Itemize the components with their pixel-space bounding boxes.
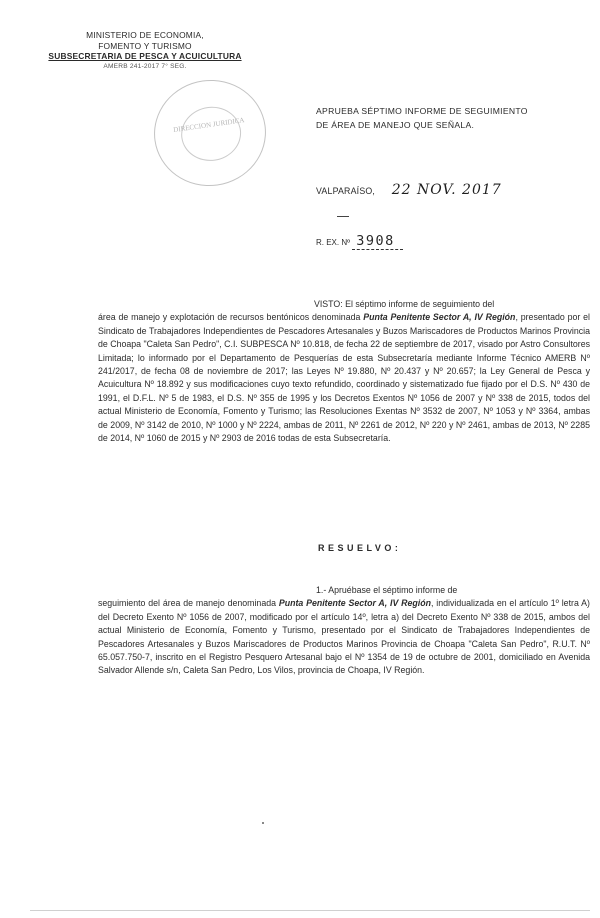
official-stamp <box>147 73 273 194</box>
article-1-text-a: seguimiento del área de manejo denominada <box>98 598 279 609</box>
visto-text-b: , presentado por el Sindicato de Trabajadores Independientes de Pescadores Artesanales y Buzos Mariscadores de Productos Marinos Provincia de Choapa "Caleta San Pedro", C.I. SUBPESCA Nº 10.818, de fecha 22 de septiembre de 2017, visado por Astro Consultores Limitada; lo informado por el Departamento de Pesquerías de esta Subsecretaría mediante Informe Técnico AMERB Nº 241/2017, de fecha 08 de noviembre de 2017; las Leyes Nº 19.880, Nº 20.437 y Nº 20.657; la Ley General de Pesca y Acuicultura Nº 18.892 y sus modificaciones cuyo texto refundido, coordinado y sistematizado fue fijado por el D.S. Nº 430 de 1991, el D.F.L. Nº 5 de 1983, el D.S. Nº 355 de 1995 y los Decretos Exentos Nº 1056 de 2007 y Nº 338 de 2015, todos del actual Ministerio de Economía, Fomento y Turismo; las Resoluciones Exentas Nº 3532 de 2007, Nº 1053 y Nº 3364, ambas de 2009, Nº 3142 de 2010, Nº 1000 y Nº 2224, ambas de 2011, Nº 2261 de 2012, Nº 220 y Nº 2461, ambas de 2013, Nº 2285 de 2014, Nº 1060 de 2015 y Nº 2903 de 2016 todas de esta Subsecretaría. <box>98 312 590 444</box>
subject-line2: DE ÁREA DE MANEJO QUE SEÑALA. <box>316 120 475 130</box>
place-label: VALPARAÍSO, <box>316 186 376 196</box>
stamp-text: DIRECCION JURIDICA <box>172 116 245 135</box>
dash-mark <box>337 216 349 217</box>
subject-line1: APRUEBA SÉPTIMO INFORME DE SEGUIMIENTO <box>316 106 528 116</box>
article-1-text-b: , individualizada en el artículo 1º letra A) del Decreto Exento Nº 1056 de 2007, modificado por el artículo 14º, letra a) del Decreto Exento Nº 338 de 2015, ambos del actual Ministerio de Economía, Fomento y Turismo, presentado por el Sindicato de Trabajadores Independientes de Pescadores Artesanales y Buzos Mariscadores de Productos Marinos Provincia de Choapa "Caleta San Pedro", R.U.T. Nº 65.057.750-7, inscrito en el Registro Pesquero Artesanal bajo el Nº 1354 de 19 de octubre de 2001, domiciliado en Avenida Salvador Allende s/n, Caleta San Pedro, Los Vilos, provincia de Choapa, IV Región. <box>98 598 590 676</box>
visto-paragraph <box>98 298 590 445</box>
ministry-name-line2: FOMENTO Y TURISMO <box>98 40 192 51</box>
letterhead <box>30 30 260 72</box>
article-1-area-name: Punta Penitente Sector A, IV Región <box>278 598 431 609</box>
resolution-label: R. EX. Nº <box>316 238 351 247</box>
place-and-date <box>316 182 502 198</box>
handwritten-date: 22 NOV. 2017 <box>391 182 502 198</box>
memo-reference: AMERB 241-2017 7° SEG. <box>103 62 187 70</box>
resolution-number: 3908 <box>352 233 403 250</box>
document-subject <box>316 104 586 132</box>
ministry-name-line1: MINISTERIO DE ECONOMIA, <box>86 30 204 40</box>
visto-area-name: Punta Penitente Sector A, IV Región <box>363 312 516 323</box>
visto-text-a: área de manejo y explotación de recursos bentónicos denominada <box>98 312 364 323</box>
subsecretaria-name: SUBSECRETARIA DE PESCA Y ACUICULTURA <box>48 51 242 61</box>
resolution-number-line <box>316 233 403 249</box>
page-mark <box>262 822 264 824</box>
footer-rule <box>30 910 590 911</box>
stamp-inner-ring <box>178 103 245 165</box>
visto-first-line: VISTO: El séptimo informe de seguimiento del <box>314 299 495 309</box>
resuelvo-heading: RESUELVO: <box>318 543 402 553</box>
article-1-first-line: 1.- Apruébase el séptimo informe de <box>316 585 458 595</box>
article-1-paragraph <box>98 584 590 678</box>
